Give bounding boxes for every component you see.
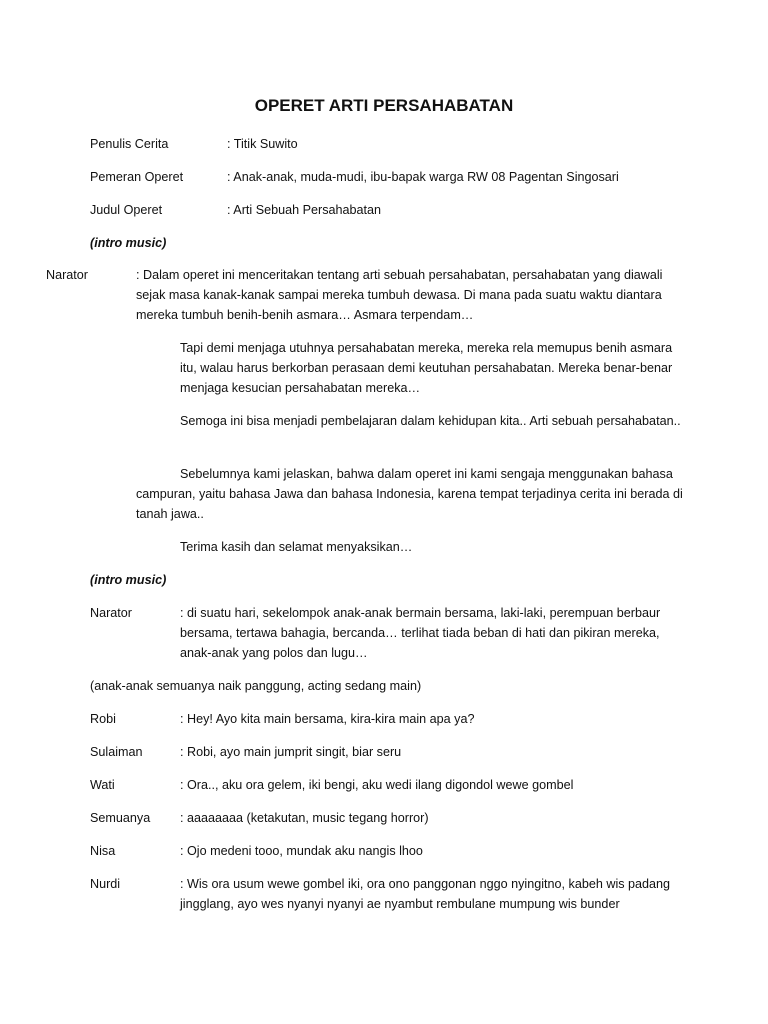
speaker-text: : Ora.., aku ora gelem, iki bengi, aku wedi ilang digondol wewe gombel (180, 778, 574, 792)
meta-title (90, 200, 690, 220)
speaker-name: Nisa (90, 844, 116, 858)
stage-direction: (anak-anak semuanya naik panggung, acting sedang main) (90, 679, 422, 693)
speaker-text: : Hey! Ayo kita main bersama, kira-kira main apa ya? (180, 712, 475, 726)
meta-value: : Titik Suwito (227, 137, 298, 151)
speaker-name: Nurdi (90, 877, 121, 891)
speaker-text: : Wis ora usum wewe gombel iki, ora ono panggonan nggo nyingitno, kabeh wis padang jingglang, ayo wes nyanyi nyanyi ae nyambut rembulane mumpung wis bunder (180, 877, 671, 911)
narrator-paragraph: Tapi demi menjaga utuhnya persahabatan mereka, mereka rela memupus benih asmara itu, walau harus berkorban perasaan demi keutuhan persahabatan. Mereka benar-benar menjaga kesucian persahabatan mereka… (180, 341, 673, 395)
dialogue-row (90, 808, 690, 828)
dialogue-row (90, 742, 690, 762)
narrator-line-1 (46, 265, 690, 325)
speaker-text: : di suatu hari, sekelompok anak-anak bermain bersama, laki-laki, perempuan berbaur bersama, tertawa bahagia, bercanda… terlihat tiada beban di hati dan pikiran mereka, anak-anak yang polos dan lugu… (180, 606, 661, 660)
speaker-text: : Robi, ayo main jumprit singit, biar seru (180, 745, 402, 759)
dialogue-row (90, 874, 690, 914)
narrator-paragraph: Terima kasih dan selamat menyaksikan… (180, 540, 413, 554)
speaker-name: Narator (90, 606, 132, 620)
meta-label: Judul Operet (90, 203, 163, 217)
meta-label: Pemeran Operet (90, 170, 184, 184)
speaker-text: : aaaaaaaa (ketakutan, music tegang horror) (180, 811, 429, 825)
intro-music-1: (intro music) (90, 236, 167, 250)
document-title: OPERET ARTI PERSAHABATAN (254, 96, 514, 115)
dialogue-row (90, 775, 690, 795)
meta-label: Penulis Cerita (90, 137, 169, 151)
speaker-name: Wati (90, 778, 115, 792)
speaker-text: : Ojo medeni tooo, mundak aku nangis lhoo (180, 844, 423, 858)
meta-value: : Anak-anak, muda-mudi, ibu-bapak warga RW 08 Pagentan Singosari (227, 170, 619, 184)
meta-cast (90, 167, 690, 187)
meta-value: : Arti Sebuah Persahabatan (227, 203, 382, 217)
speaker-name: Narator (46, 268, 88, 282)
narrator-line-2 (90, 603, 690, 663)
narrator-paragraph: Semoga ini bisa menjadi pembelajaran dalam kehidupan kita.. Arti sebuah persahabatan.. (180, 414, 681, 428)
speaker-name: Semuanya (90, 811, 151, 825)
meta-author (90, 134, 690, 154)
dialogue-row (90, 841, 690, 861)
intro-music-2: (intro music) (90, 573, 167, 587)
speaker-name: Sulaiman (90, 745, 143, 759)
dialogue-row (90, 709, 690, 729)
speaker-text: : Dalam operet ini menceritakan tentang arti sebuah persahabatan, persahabatan yang diawali sejak masa kanak-kanak sampai mereka tumbuh dewasa. Di mana pada suatu waktu diantara mereka tumbuh benih-benih asmara… Asmara terpendam… (136, 268, 663, 322)
narrator-paragraph: Sebelumnya kami jelaskan, bahwa dalam operet ini kami sengaja menggunakan bahasa campuran, yaitu bahasa Jawa dan bahasa Indonesia, karena tempat terjadinya cerita ini berada di tanah jawa.. (136, 467, 683, 521)
speaker-name: Robi (90, 712, 116, 726)
